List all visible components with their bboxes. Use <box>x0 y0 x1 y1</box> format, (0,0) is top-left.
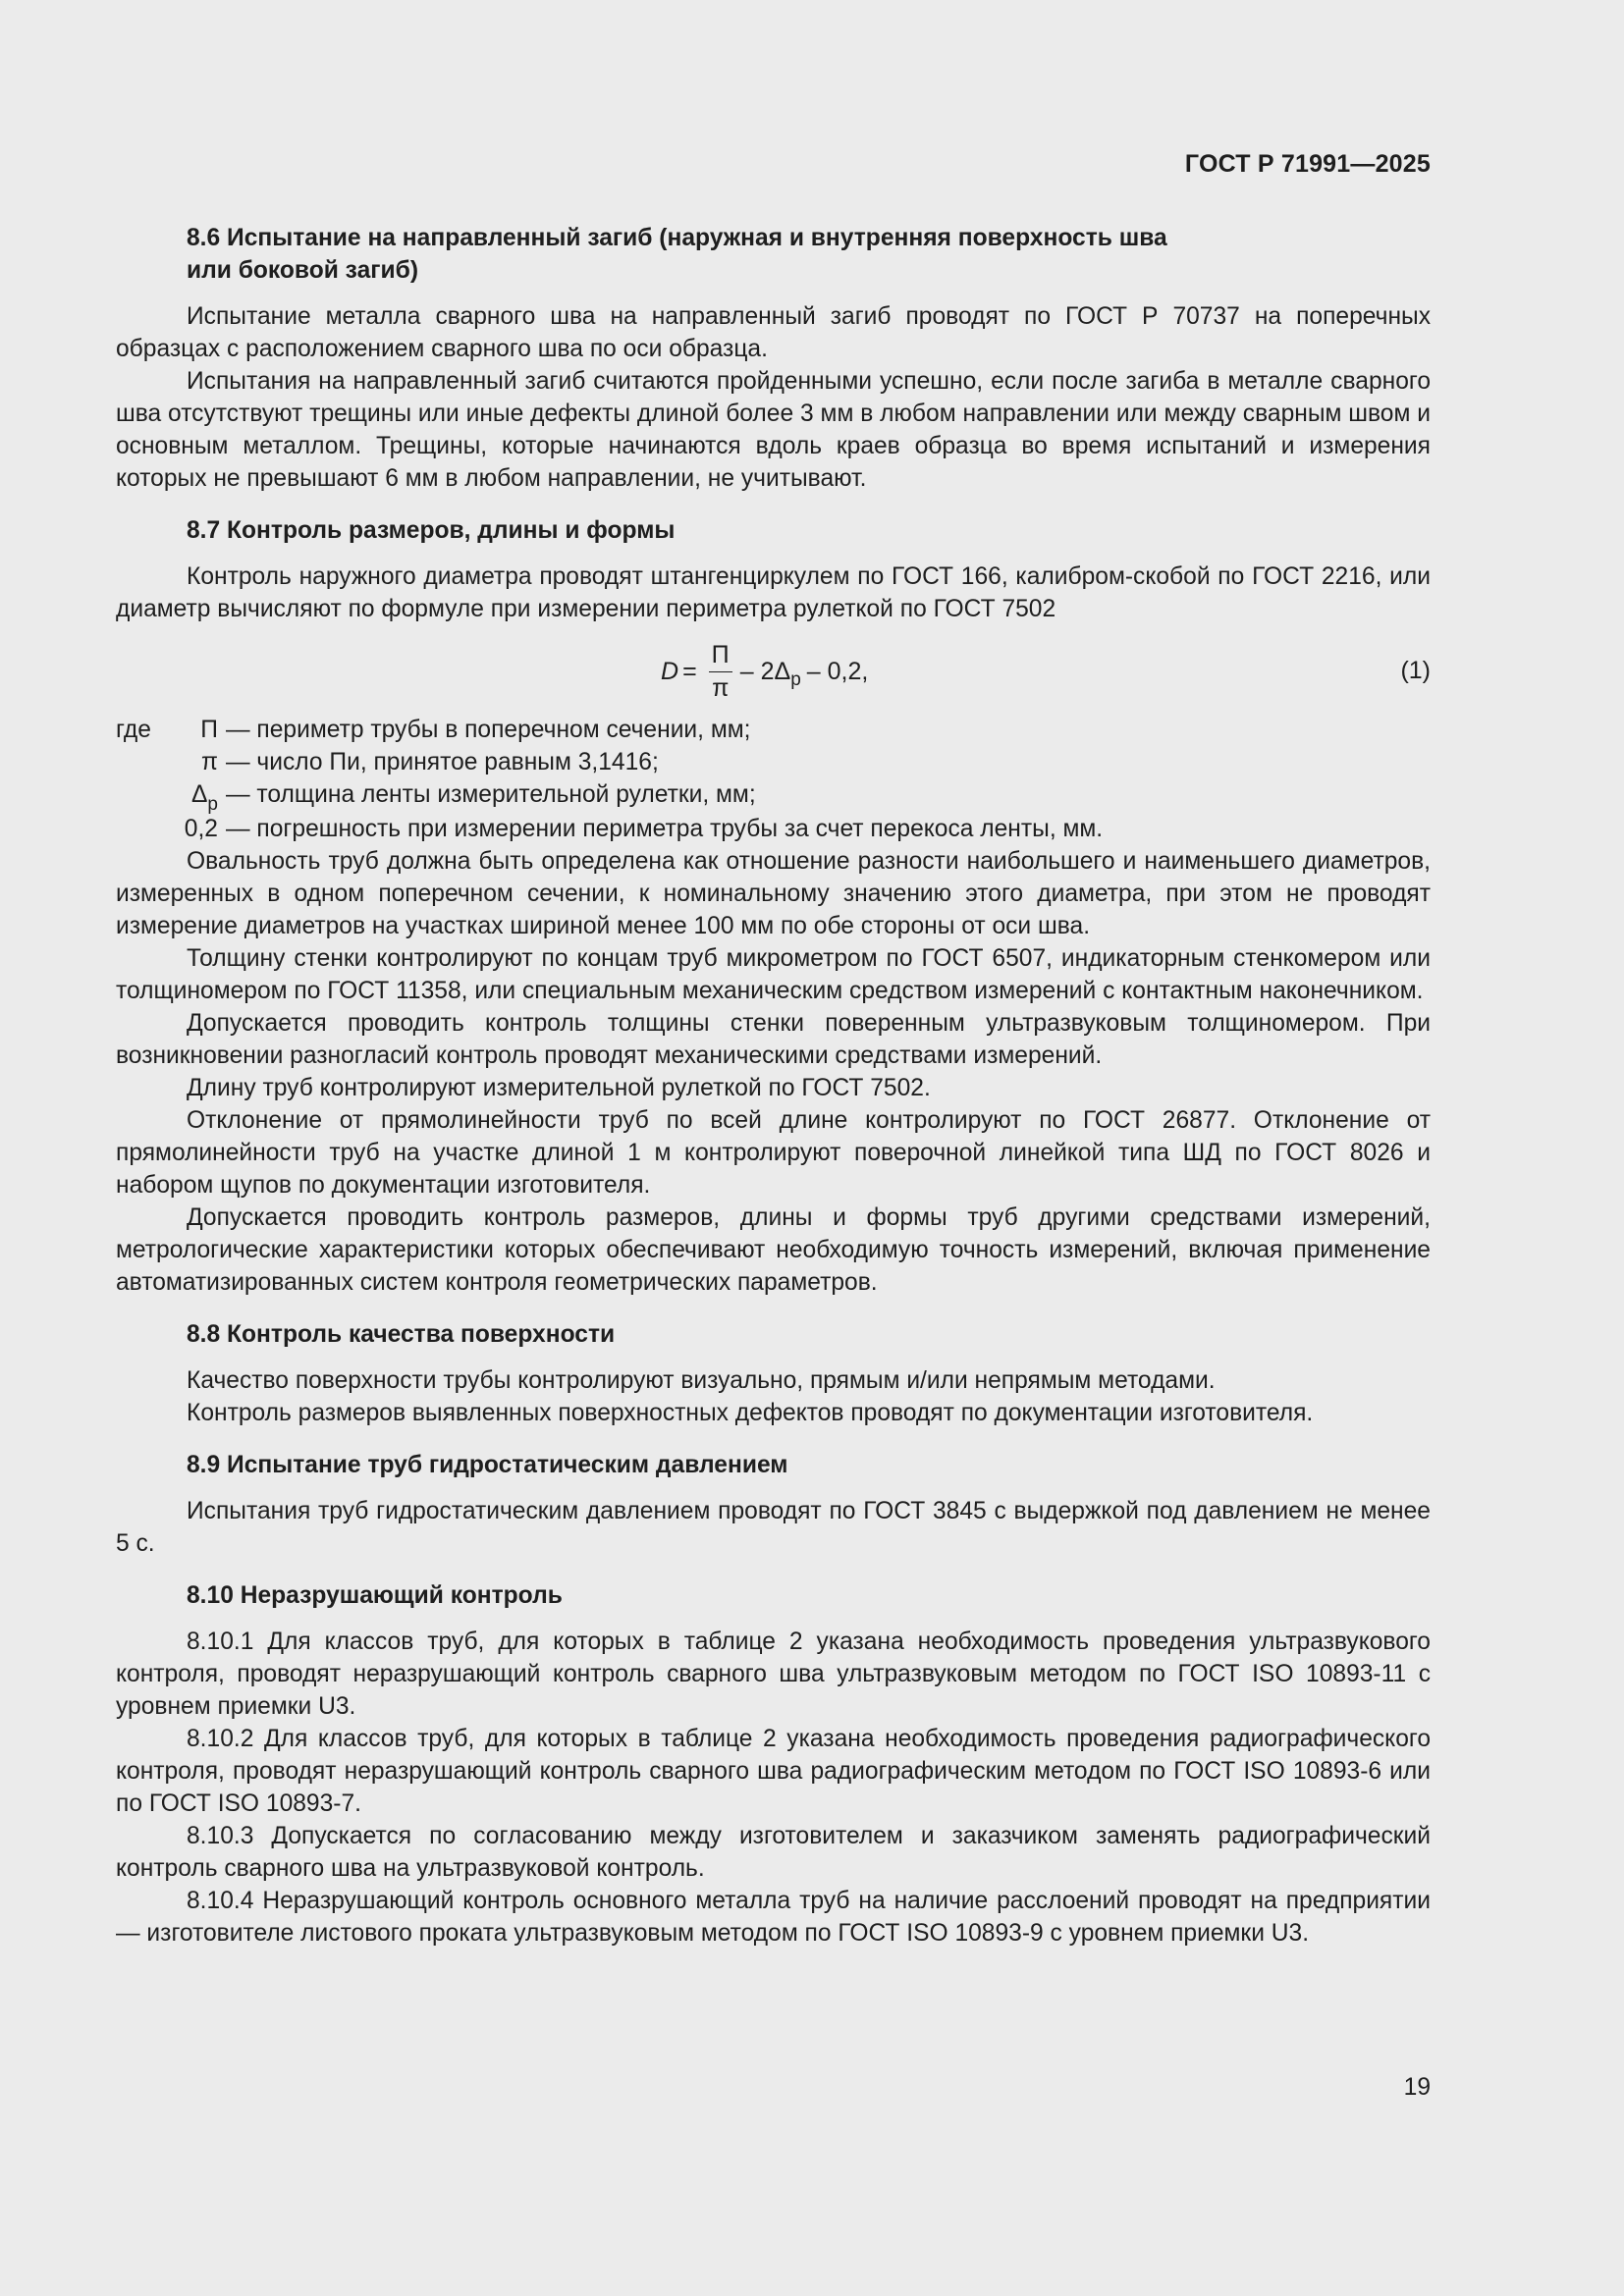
formula-number: (1) <box>1400 657 1431 684</box>
legend-text: — периметр трубы в поперечном сечении, мм; <box>226 717 751 743</box>
section-8-7-paragraph: Допускается проводить контроль толщины стенки поверенным ультразвуковым толщиномером. При возникновении разногласий контроль проводят механическими средствами измерений. <box>116 1010 1431 1069</box>
section-8-8-paragraph: Качество поверхности трубы контролируют визуально, прямым и/или непрямым методами. <box>187 1367 1216 1394</box>
legend-symbol <box>159 778 218 813</box>
formula-minus-term: – 2Δ <box>739 657 791 685</box>
section-8-8-paragraph: Контроль размеров выявленных поверхностных дефектов проводят по документации изготовителя. <box>187 1400 1314 1426</box>
formula-rest: – 0,2, <box>806 657 869 685</box>
formula-legend-row <box>116 714 1431 746</box>
section-8-9-title: 8.9 Испытание труб гидростатическим давлением <box>187 1452 788 1478</box>
legend-text: — погрешность при измерении периметра трубы за счет перекоса ленты, мм. <box>226 816 1104 842</box>
section-8-10-paragraph: 8.10.2 Для классов труб, для которых в таблице 2 указана необходимость проведения радиографического контроля, проводят неразрушающий контроль сварного шва радиографическим методом по ГОСТ ISO 10893-6 или по ГОСТ ISO 10893-7. <box>116 1726 1431 1817</box>
section-8-10-paragraph: 8.10.4 Неразрушающий контроль основного металла труб на наличие расслоений проводят на предприятии — изготовителе листового проката ультразвуковым методом по ГОСТ ISO 10893-9 с уровнем приемки U3. <box>116 1888 1431 1947</box>
section-8-10-paragraph: 8.10.1 Для классов труб, для которых в таблице 2 указана необходимость проведения ультразвукового контроля, проводят неразрушающий контроль сварного шва ультразвуковым методом по ГОСТ ISO 10893-11 с уровнем приемки U3. <box>116 1629 1431 1720</box>
page-number: 19 <box>1403 2074 1431 2101</box>
section-8-7-paragraph: Овальность труб должна быть определена как отношение разности наибольшего и наименьшего диаметров, измеренных в одном поперечном сечении, к номинальному значению этого диаметра, при этом не проводят измерение диаметров на участках шириной менее 100 мм по обе стороны от оси шва. <box>116 848 1431 939</box>
formula-legend-row <box>116 778 1431 813</box>
legend-symbol-main: Δ <box>190 781 208 808</box>
section-8-6-title-line-2: или боковой загиб) <box>187 257 419 284</box>
section-8-7-paragraph: Допускается проводить контроль размеров, длины и формы труб другими средствами измерений, метрологические характеристики которых обеспечивают необходимую точность измерений, включая применение автоматизированных систем контроля геометрических параметров. <box>116 1204 1431 1296</box>
formula-expression <box>661 635 868 708</box>
formula-lhs: D <box>661 657 679 685</box>
formula-fraction <box>709 639 732 705</box>
legend-symbol: 0,2 <box>184 816 218 842</box>
document-body <box>116 222 1431 1949</box>
legend-text: — число Пи, принятое равным 3,1416; <box>226 749 659 775</box>
section-8-7-paragraph: Контроль наружного диаметра проводят штангенциркулем по ГОСТ 166, калибром-скобой по ГОСТ 2216, или диаметр вычисляют по формуле при измерении периметра рулеткой по ГОСТ 7502 <box>116 563 1431 622</box>
section-8-6-title <box>116 222 1431 287</box>
section-8-7-paragraph: Длину труб контролируют измерительной рулеткой по ГОСТ 7502. <box>187 1075 931 1101</box>
formula-equals: = <box>682 657 697 685</box>
section-8-7-title: 8.7 Контроль размеров, длины и формы <box>187 517 676 544</box>
legend-symbol: Π <box>200 717 218 743</box>
formula-legend-row <box>116 746 1431 778</box>
section-8-7-paragraph: Отклонение от прямолинейности труб по всей длине контролируют по ГОСТ 26877. Отклонение от прямолинейности труб на участке длиной 1 м контролируют поверочной линейкой типа ШД по ГОСТ 8026 и набором щупов по документации изготовителя. <box>116 1107 1431 1199</box>
formula-legend-row <box>116 813 1431 845</box>
section-8-6-paragraph: Испытания на направленный загиб считаются пройденными успешно, если после загиба в металле сварного шва отсутствуют трещины или иные дефекты длиной более 3 мм в любом направлении или между сварным швом и основным металлом. Трещины, которые начинаются вдоль краев образца во время испытаний и измерения которых не превышают 6 мм в любом направлении, не учитывают. <box>116 368 1431 492</box>
formula-1 <box>116 635 1431 708</box>
legend-text: — толщина ленты измерительной рулетки, мм; <box>226 781 756 808</box>
section-8-6-paragraph: Испытание металла сварного шва на направленный загиб проводят по ГОСТ Р 70737 на поперечных образцах с расположением сварного шва по оси образца. <box>116 303 1431 362</box>
section-8-10-paragraph: 8.10.3 Допускается по согласованию между изготовителем и заказчиком заменять радиографический контроль сварного шва на ультразвуковой контроль. <box>116 1823 1431 1882</box>
section-8-8-title: 8.8 Контроль качества поверхности <box>187 1321 616 1348</box>
document-code-header: ГОСТ Р 71991—2025 <box>1184 150 1431 178</box>
legend-label: где <box>116 717 151 743</box>
legend-symbol-subscript: p <box>207 794 218 815</box>
legend-label <box>116 778 159 813</box>
section-8-6-title-line-1: 8.6 Испытание на направленный загиб (наружная и внутренняя поверхность шва <box>187 225 1167 251</box>
formula-subscript: p <box>790 668 801 690</box>
legend-label <box>116 813 159 845</box>
section-8-7-paragraph: Толщину стенки контролируют по концам труб микрометром по ГОСТ 6507, индикаторным стенкомером или толщиномером по ГОСТ 11358, или специальным механическим средством измерений с контактным наконечником. <box>116 945 1431 1004</box>
section-8-9-paragraph: Испытания труб гидростатическим давлением проводят по ГОСТ 3845 с выдержкой под давлением не менее 5 с. <box>116 1498 1431 1557</box>
legend-symbol: π <box>201 749 218 775</box>
formula-denominator: π <box>712 673 730 702</box>
formula-numerator: Π <box>709 639 732 672</box>
legend-label <box>116 746 159 778</box>
section-8-10-title: 8.10 Неразрушающий контроль <box>187 1582 563 1609</box>
